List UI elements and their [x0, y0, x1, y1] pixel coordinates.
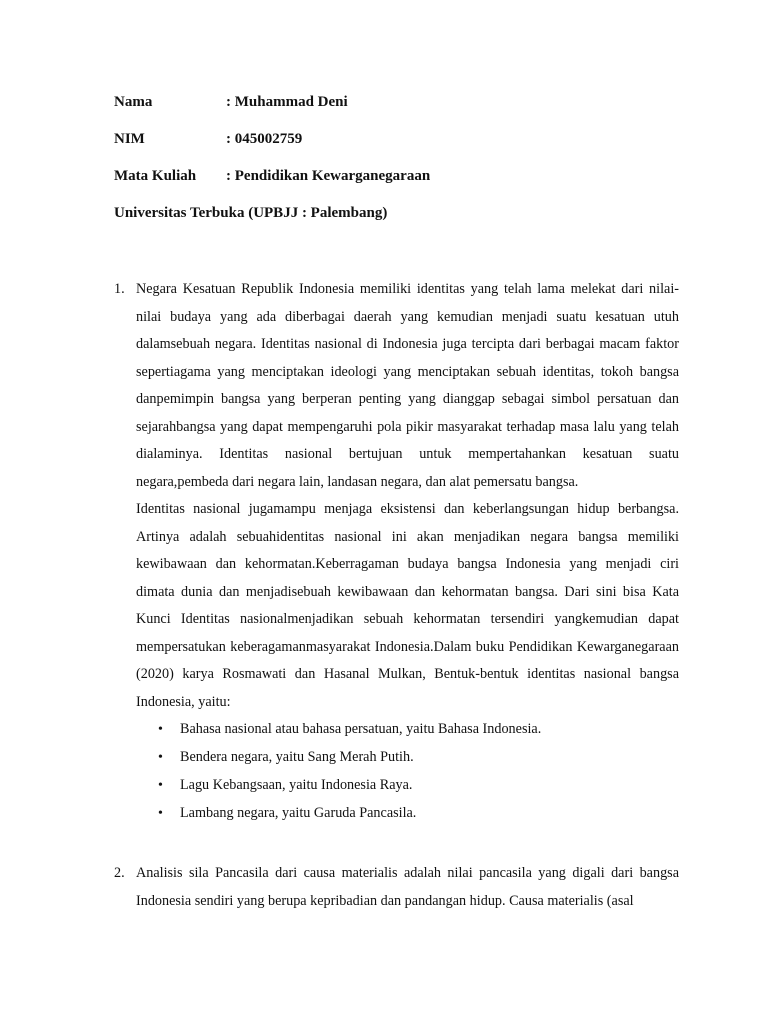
answer-2	[114, 860, 679, 915]
answer-paragraph: Negara Kesatuan Republik Indonesia memiliki identitas yang telah lama melekat dari nilai-nilai budaya yang ada diberbagai daerah yang kemudian menjadi suatu kesatuan utuh dalamsebuah negara. Identitas nasional di Indonesia juga tercipta dari berbagai macam faktor sepertiagama yang menciptakan ideologi yang menciptakan sebuah identitas, tokoh bangsa danpemimpin bangsa yang berperan penting yang dianggap sebagai simbol persatuan dan sejarahbangsa yang dapat mempengaruhi pola pikir masyarakat terhadap masa lalu yang telah dialaminya. Identitas nasional bertujuan untuk mempertahankan kesatuan suatu negara,pembeda dari negara lain, landasan negara, dan alat pemersatu bangsa.	[136, 281, 679, 490]
name-row	[114, 92, 674, 129]
list-item-text: Bendera negara, yaitu Sang Merah Putih.	[180, 749, 414, 765]
name-label: Nama	[114, 94, 153, 110]
bullet-icon: •	[158, 722, 163, 737]
course-row	[114, 166, 674, 203]
answer-list	[114, 276, 679, 915]
answer-paragraph: Analisis sila Pancasila dari causa materialis adalah nilai pancasila yang digali dari bangsa Indonesia sendiri yang berupa kepribadian dan pandangan hidup. Causa materialis (asal	[136, 865, 679, 909]
answer-number: 1.	[114, 281, 125, 297]
nim-label: NIM	[114, 131, 145, 147]
list-item	[136, 716, 679, 744]
nim-value: : 045002759	[226, 131, 303, 147]
list-item-text: Lambang negara, yaitu Garuda Pancasila.	[180, 805, 417, 821]
list-item	[136, 772, 679, 800]
list-item-text: Bahasa nasional atau bahasa persatuan, yaitu Bahasa Indonesia.	[180, 721, 542, 737]
name-value: : Muhammad Deni	[226, 94, 348, 110]
answer-1	[114, 276, 679, 828]
identity-forms-list	[136, 716, 679, 828]
bullet-icon: •	[158, 778, 163, 793]
bullet-icon: •	[158, 750, 163, 765]
university-line: Universitas Terbuka (UPBJJ : Palembang)	[114, 205, 388, 221]
answer-paragraph: Identitas nasional jugamampu menjaga eksistensi dan keberlangsungan hidup berbangsa. Artinya adalah sebuahidentitas nasional ini akan menjadikan negara bangsa memiliki kewibawaan dan kehormatan.Keberragaman budaya bangsa Indonesia yang menjadi ciri dimata dunia dan menjadisebuah kewibawaan dan kehormatan bangsa. Dari sini bisa Kata Kunci Identitas nasionalmenjadikan sebuah kehormatan tersendiri yangkemudian dapat mempersatukan keberagamanmasyarakat Indonesia.Dalam buku Pendidikan Kewarganegaraan (2020) karya Rosmawati dan Hasanal Mulkan, Bentuk-bentuk identitas nasional bangsa Indonesia, yaitu:	[136, 501, 679, 710]
list-item-text: Lagu Kebangsaan, yaitu Indonesia Raya.	[180, 777, 413, 793]
student-header	[114, 92, 674, 223]
list-item	[136, 800, 679, 828]
answer-body	[136, 276, 679, 828]
spacer	[114, 828, 679, 860]
answer-body	[136, 860, 679, 915]
course-value: : Pendidikan Kewarganegaraan	[226, 168, 431, 184]
answer-number: 2.	[114, 865, 125, 881]
bullet-icon: •	[158, 806, 163, 821]
list-item	[136, 744, 679, 772]
course-label: Mata Kuliah	[114, 168, 197, 184]
nim-row	[114, 129, 674, 166]
